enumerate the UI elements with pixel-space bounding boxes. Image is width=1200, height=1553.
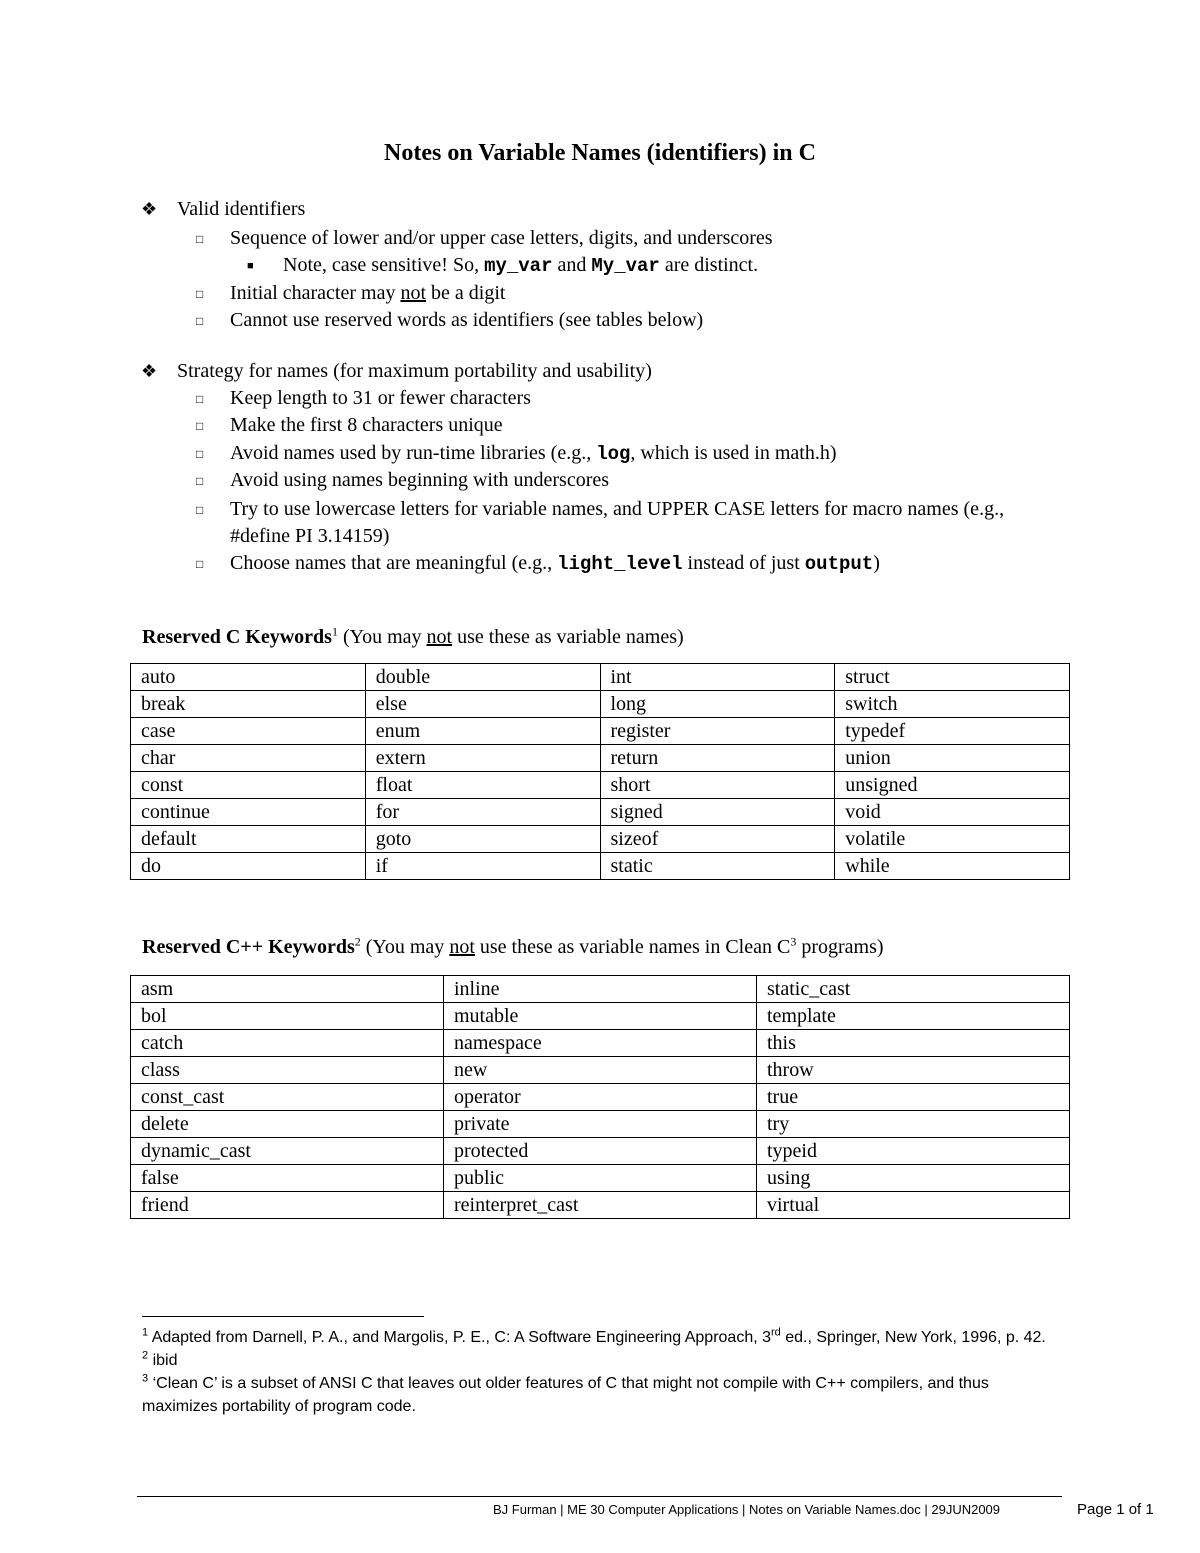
c-caption-underlined: not xyxy=(426,626,453,648)
filled-square-bullet-icon: ■ xyxy=(247,260,254,272)
square-bullet-icon: □ xyxy=(196,232,204,246)
square-bullet-icon: □ xyxy=(196,474,204,488)
cpp-keywords-caption xyxy=(142,936,884,959)
cpp_table-cell: new xyxy=(444,1057,757,1084)
c_table-cell: volatile xyxy=(835,826,1070,853)
footer-rule xyxy=(137,1496,1062,1497)
c-keywords-caption xyxy=(142,626,684,649)
c-caption-bold: Reserved C Keywords xyxy=(142,626,332,648)
c_table-cell: switch xyxy=(835,691,1070,718)
c_table-row xyxy=(131,664,1070,691)
c_table-cell: unsigned xyxy=(835,772,1070,799)
cpp_table-cell: static_cast xyxy=(757,976,1070,1003)
cpp_table-cell: operator xyxy=(444,1084,757,1111)
c_table-row xyxy=(131,772,1070,799)
bullet-case-style xyxy=(196,496,1030,550)
c-caption-pre: (You may xyxy=(342,626,422,648)
initial-post: be a digit xyxy=(431,282,506,304)
c_table-cell: break xyxy=(131,691,366,718)
cpp_table-cell: const_cast xyxy=(131,1084,444,1111)
meaning-post: ) xyxy=(873,552,880,574)
footnote-2-text: ibid xyxy=(152,1352,178,1369)
bullet-first8 xyxy=(196,412,503,439)
bullet-underscores xyxy=(196,467,610,494)
code-output: output xyxy=(804,553,874,575)
c_table-cell: const xyxy=(131,772,366,799)
c-caption-footnote-ref: 1 xyxy=(331,624,338,639)
c-keywords-table xyxy=(130,663,1070,880)
initial-underlined: not xyxy=(400,282,427,304)
page-number: Page 1 of 1 xyxy=(1077,1501,1154,1518)
bullet-reserved-words xyxy=(196,307,704,334)
square-bullet-icon: □ xyxy=(196,419,204,433)
length-text: Keep length to 31 or fewer characters xyxy=(230,387,531,409)
diamond-bullet-icon: ❖ xyxy=(141,361,158,381)
footnote-1-number: 1 xyxy=(142,1326,149,1339)
underscore-text: Avoid using names beginning with underscores xyxy=(230,469,610,491)
c_table-cell: short xyxy=(600,772,835,799)
square-bullet-icon: □ xyxy=(196,447,204,461)
square-bullet-icon: □ xyxy=(196,557,204,571)
cpp_table-cell: template xyxy=(757,1003,1070,1030)
cpp_table-cell: false xyxy=(131,1165,444,1192)
cpp_table-row xyxy=(131,1111,1070,1138)
c_table-row xyxy=(131,718,1070,745)
cpp_table-row xyxy=(131,1030,1070,1057)
c_table-cell: sizeof xyxy=(600,826,835,853)
cpp_table-cell: throw xyxy=(757,1057,1070,1084)
c_table-cell: return xyxy=(600,745,835,772)
cpp_table-cell: typeid xyxy=(757,1138,1070,1165)
cpp_table-row xyxy=(131,976,1070,1003)
c_table-cell: if xyxy=(365,853,600,880)
bullet-length xyxy=(196,385,531,412)
cpp_table-cell: dynamic_cast xyxy=(131,1138,444,1165)
cpp-caption-bold: Reserved C++ Keywords xyxy=(142,936,355,958)
code-log: log xyxy=(596,443,631,465)
code-my-var: my_var xyxy=(484,255,553,277)
cpp_table-cell: virtual xyxy=(757,1192,1070,1219)
note-mid: and xyxy=(557,254,587,276)
footnote-2 xyxy=(142,1349,1067,1372)
c_table-cell: union xyxy=(835,745,1070,772)
c_table-cell: int xyxy=(600,664,835,691)
footnote-1-ordinal: rd xyxy=(771,1326,781,1339)
c_table-cell: for xyxy=(365,799,600,826)
bullet-meaningful xyxy=(196,550,880,578)
first8-text: Make the first 8 characters unique xyxy=(230,414,503,436)
c_table-cell: else xyxy=(365,691,600,718)
c_table-cell: case xyxy=(131,718,366,745)
c_table-cell: struct xyxy=(835,664,1070,691)
c_table-cell: signed xyxy=(600,799,835,826)
c_table-row xyxy=(131,853,1070,880)
cpp_table-row xyxy=(131,1138,1070,1165)
cpp-caption-footnote-ref-2: 3 xyxy=(790,934,797,949)
c_table-cell: float xyxy=(365,772,600,799)
c_table-cell: char xyxy=(131,745,366,772)
cpp_table-cell: reinterpret_cast xyxy=(444,1192,757,1219)
c_table-cell: double xyxy=(365,664,600,691)
cpp_table-cell: true xyxy=(757,1084,1070,1111)
c_table-cell: extern xyxy=(365,745,600,772)
sequence-text: Sequence of lower and/or upper case letters, digits, and underscores xyxy=(230,227,773,249)
cpp_table-row xyxy=(131,1165,1070,1192)
note-pre: Note, case sensitive! So, xyxy=(283,254,480,276)
cpp_table-cell: class xyxy=(131,1057,444,1084)
c_table-cell: while xyxy=(835,853,1070,880)
c_table-cell: long xyxy=(600,691,835,718)
footnote-1-text-end: ed., Springer, New York, 1996, p. 42. xyxy=(785,1329,1046,1346)
cpp_table-cell: try xyxy=(757,1111,1070,1138)
bullet-case-note xyxy=(247,252,759,280)
square-bullet-icon: □ xyxy=(196,287,204,301)
footnotes xyxy=(142,1326,1067,1418)
cpp_table-cell: mutable xyxy=(444,1003,757,1030)
c_table-cell: enum xyxy=(365,718,600,745)
page-title: Notes on Variable Names (identifiers) in C xyxy=(384,140,816,166)
bullet-initial-char xyxy=(196,280,506,307)
initial-pre: Initial character may xyxy=(230,282,396,304)
cpp_table-row xyxy=(131,1084,1070,1111)
cpp_table-cell: protected xyxy=(444,1138,757,1165)
cpp_table-row xyxy=(131,1192,1070,1219)
bullet-strategy xyxy=(141,358,652,385)
cpp_table-row xyxy=(131,1057,1070,1084)
bullet-valid-identifiers xyxy=(141,196,306,223)
footnote-1 xyxy=(142,1326,1067,1349)
cpp_table-cell: friend xyxy=(131,1192,444,1219)
cpp_table-cell: this xyxy=(757,1030,1070,1057)
c-caption-post: use these as variable names) xyxy=(457,626,684,648)
c_table-row xyxy=(131,691,1070,718)
cpp_table-cell: bol xyxy=(131,1003,444,1030)
c_table-cell: static xyxy=(600,853,835,880)
footnote-3-number: 3 xyxy=(142,1372,149,1385)
avoid-pre: Avoid names used by run-time libraries (e.g., xyxy=(230,442,592,464)
c_table-cell: default xyxy=(131,826,366,853)
cpp-caption-post: programs) xyxy=(801,936,884,958)
bullet-avoid-libraries xyxy=(196,440,837,468)
cpp_table-cell: asm xyxy=(131,976,444,1003)
cpp_table-cell: public xyxy=(444,1165,757,1192)
c_table-cell: do xyxy=(131,853,366,880)
cpp_table-cell: catch xyxy=(131,1030,444,1057)
c_table-row xyxy=(131,826,1070,853)
bullet-sequence xyxy=(196,225,773,252)
square-bullet-icon: □ xyxy=(196,314,204,328)
reserved-text: Cannot use reserved words as identifiers (see tables below) xyxy=(230,309,704,331)
case-style-text: Try to use lowercase letters for variable names, and UPPER CASE letters for macro names (e.g., #define PI 3.14159) xyxy=(230,498,1005,547)
cpp_table-row xyxy=(131,1003,1070,1030)
cpp_table-cell: delete xyxy=(131,1111,444,1138)
cpp_table-cell: namespace xyxy=(444,1030,757,1057)
c_table-cell: goto xyxy=(365,826,600,853)
square-bullet-icon: □ xyxy=(196,503,204,517)
c_table-cell: register xyxy=(600,718,835,745)
cpp_table-cell: using xyxy=(757,1165,1070,1192)
cpp-caption-underlined: not xyxy=(449,936,475,958)
cpp_table-cell: inline xyxy=(444,976,757,1003)
footnote-1-text: Adapted from Darnell, P. A., and Margolis, P. E., C: A Software Engineering Approach, 3 xyxy=(151,1329,772,1346)
footnote-2-number: 2 xyxy=(142,1349,149,1362)
c_table-row xyxy=(131,799,1070,826)
footer-text: BJ Furman | ME 30 Computer Applications | Notes on Variable Names.doc | 29JUN2009 xyxy=(493,1502,1001,1517)
footnote-separator xyxy=(142,1316,424,1317)
code-light-level: light_level xyxy=(557,553,683,575)
diamond-bullet-icon: ❖ xyxy=(141,199,158,219)
c_table-cell: auto xyxy=(131,664,366,691)
cpp_table-cell: private xyxy=(444,1111,757,1138)
strategy-heading: Strategy for names (for maximum portability and usability) xyxy=(177,360,652,382)
footnote-3 xyxy=(142,1372,1067,1418)
c_table-cell: void xyxy=(835,799,1070,826)
avoid-post: , which is used in math.h) xyxy=(630,442,837,464)
c_table-row xyxy=(131,745,1070,772)
cpp-caption-mid: use these as variable names in Clean C xyxy=(479,936,791,958)
code-My-var: My_var xyxy=(591,255,660,277)
footnote-3-text: ‘Clean C’ is a subset of ANSI C that leaves out older features of C that might not compile with C++ compilers, and thus maximizes portability of program code. xyxy=(142,1375,989,1415)
square-bullet-icon: □ xyxy=(196,392,204,406)
cpp-caption-footnote-ref: 2 xyxy=(354,934,361,949)
meaning-mid: instead of just xyxy=(687,552,800,574)
c_table-cell: typedef xyxy=(835,718,1070,745)
valid-heading: Valid identifiers xyxy=(177,198,306,220)
c_table-cell: continue xyxy=(131,799,366,826)
cpp-caption-pre: (You may xyxy=(365,936,445,958)
meaning-pre: Choose names that are meaningful (e.g., xyxy=(230,552,553,574)
cpp-keywords-table xyxy=(130,975,1070,1219)
note-post: are distinct. xyxy=(664,254,759,276)
